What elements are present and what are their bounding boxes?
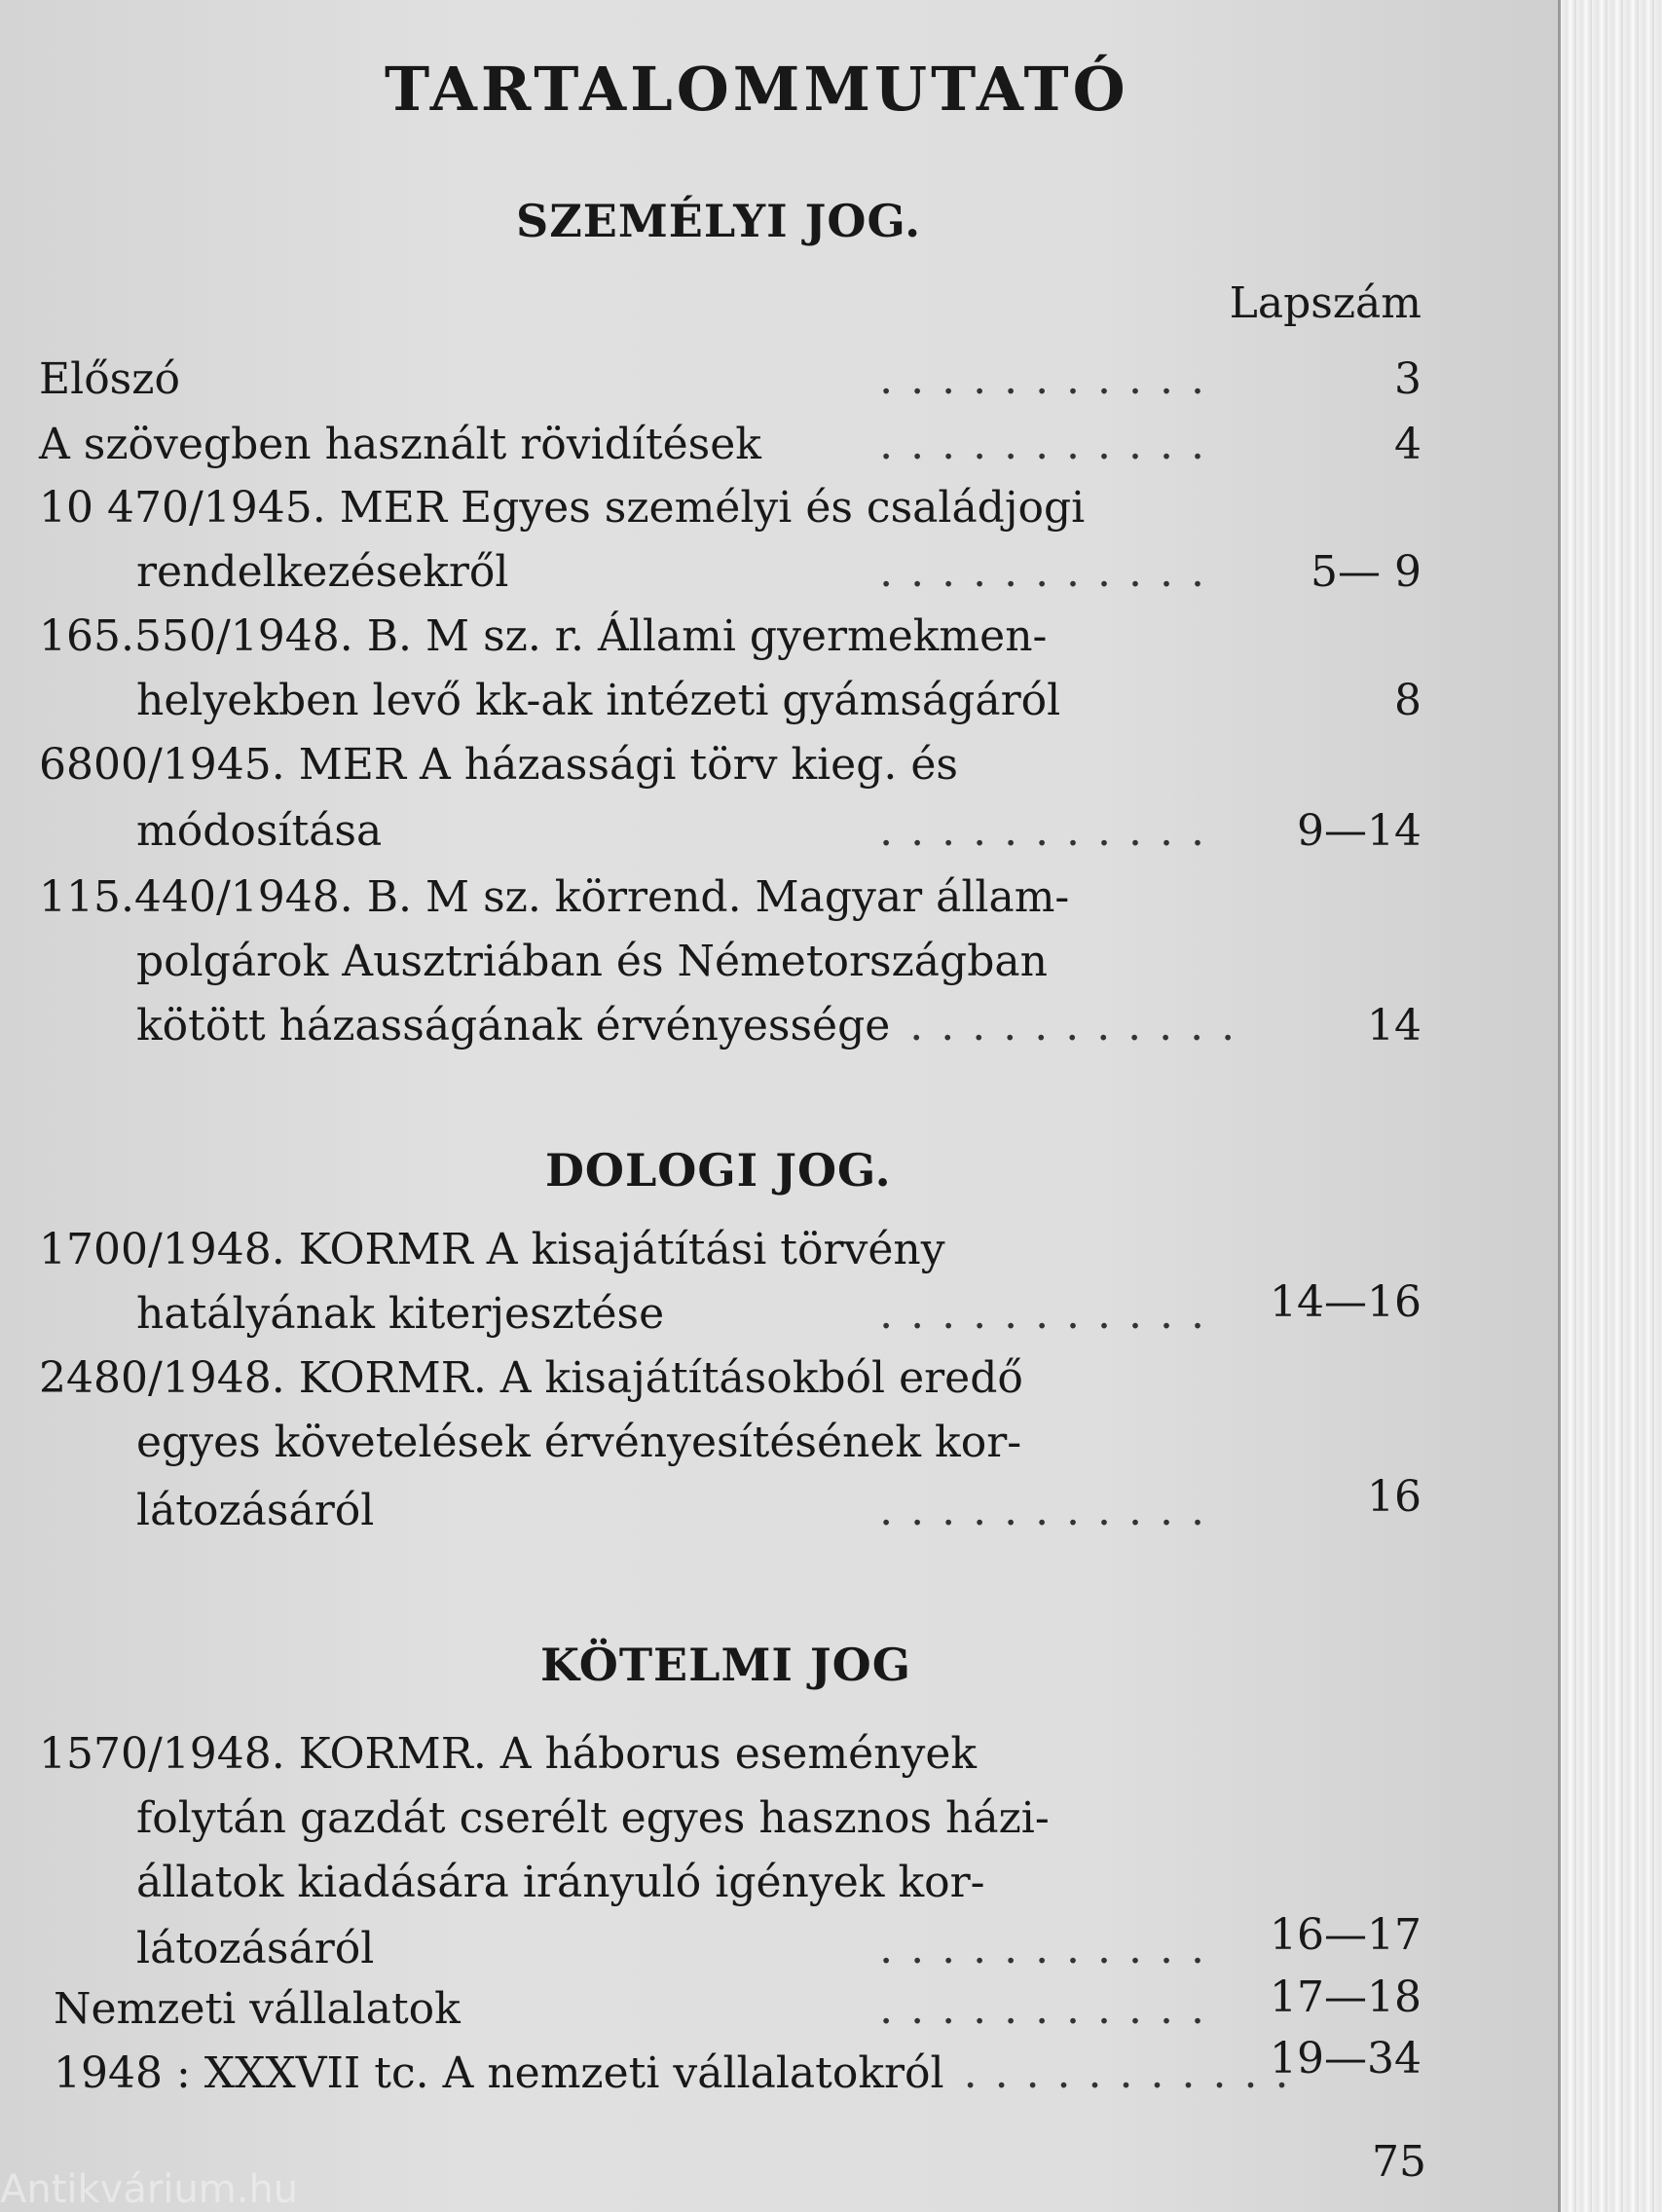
toc-entry-page: 17—18: [1270, 1972, 1422, 2022]
toc-entry-continuation: állatok kiadására irányuló igények kor-: [136, 1858, 985, 1907]
toc-entry-text: kötött házasságának érvényessége: [136, 1001, 891, 1051]
toc-entry-continuation: [136, 1289, 1222, 1339]
toc-entry-continuation: [136, 806, 1222, 856]
toc-entry-page: 8: [1394, 676, 1422, 725]
section-heading-kotelmi-jog: KÖTELMI JOG: [540, 1639, 912, 1691]
section-heading-dologi-jog: DOLOGI JOG.: [545, 1144, 892, 1197]
toc-entry-page: 14: [1367, 1001, 1422, 1051]
toc-entry-page: 3: [1394, 354, 1422, 404]
toc-entry-text: 1948 : XXXVII tc. A nemzeti vállalatokról: [54, 2048, 944, 2098]
toc-entry-line: 1700/1948. KORMR A kisajátítási törvény: [39, 1225, 945, 1274]
leader-dots: ...........: [879, 806, 1222, 856]
toc-entry-continuation: [136, 1486, 1222, 1535]
toc-entry-text: látozásáról: [136, 1486, 375, 1535]
toc-entry-continuation: [136, 1924, 1222, 1973]
toc-entry-line: 2480/1948. KORMR. A kisajátításokból eredő: [39, 1353, 1023, 1403]
toc-entry-text: látozásáról: [136, 1924, 375, 1973]
toc-entry-page: 5— 9: [1311, 547, 1422, 597]
leader-dots: ...........: [879, 1984, 1222, 2034]
toc-entry-continuation: egyes követelések érvényesítésének kor-: [136, 1418, 1022, 1467]
leader-dots: ...........: [879, 547, 1222, 597]
toc-entry-page: 4: [1394, 420, 1422, 469]
toc-entry-page: 19—34: [1270, 2034, 1422, 2083]
leader-dots: ...........: [879, 420, 1222, 469]
toc-entry-continuation: folytán gazdát cserélt egyes hasznos házi-: [136, 1793, 1050, 1843]
toc-entry-line: 10 470/1945. MER Egyes személyi és családjogi: [39, 483, 1086, 533]
toc-entry-text: módosítása: [136, 806, 383, 856]
section-heading-szemelyi-jog: SZEMÉLYI JOG.: [516, 195, 922, 247]
toc-entry-line: 115.440/1948. B. M sz. körrend. Magyar állam-: [39, 872, 1070, 922]
toc-entry-page: 14—16: [1270, 1277, 1422, 1327]
leader-dots: ...........: [879, 1486, 1222, 1535]
toc-entry-line: 1570/1948. KORMR. A háborus események: [39, 1729, 978, 1779]
leader-dots: ...........: [879, 1289, 1222, 1339]
leader-dots: ...........: [909, 1001, 1253, 1051]
page-edge-stack: [1558, 0, 1662, 2212]
toc-entry-line: 6800/1945. MER A házassági törv kieg. és: [39, 740, 958, 790]
toc-entry-text: Nemzeti vállalatok: [54, 1984, 461, 2034]
leader-dots: ...........: [879, 354, 1222, 404]
leader-dots: ...........: [879, 1924, 1222, 1973]
page-column-label: Lapszám: [1229, 278, 1422, 328]
toc-entry-page: 16—17: [1270, 1910, 1422, 1960]
toc-entry-text: hatályának kiterjesztése: [136, 1289, 665, 1339]
toc-entry-page: 9—14: [1297, 806, 1422, 856]
leader-dots: ...........: [963, 2048, 1307, 2098]
toc-entry-elosz: [39, 354, 1222, 404]
watermark: Antikvárium.hu: [0, 2167, 299, 2212]
page-title: TARTALOMMUTATÓ: [385, 54, 1129, 125]
toc-entry-text: A szövegben használt rövidítések: [39, 420, 761, 469]
toc-entry-page: 16: [1367, 1472, 1422, 1522]
page-number: 75: [1372, 2137, 1426, 2187]
toc-entry-continuation: [136, 547, 1222, 597]
toc-entry-text: rendelkezésekről: [136, 547, 509, 597]
toc-entry-1948-xxxvii: [54, 2048, 1307, 2098]
toc-entry-roviditesek: [39, 420, 1222, 469]
toc-entry-text: Előszó: [39, 354, 180, 404]
toc-entry-line: 165.550/1948. B. M sz. r. Állami gyermekmen-: [39, 611, 1048, 661]
toc-entry-continuation: polgárok Ausztriában és Németországban: [136, 937, 1048, 986]
toc-entry-continuation: helyekben levő kk-ak intézeti gyámságáról: [136, 676, 1061, 725]
toc-entry-continuation: [136, 1001, 1253, 1051]
toc-entry-nemzeti-vallalatok: [54, 1984, 1222, 2034]
